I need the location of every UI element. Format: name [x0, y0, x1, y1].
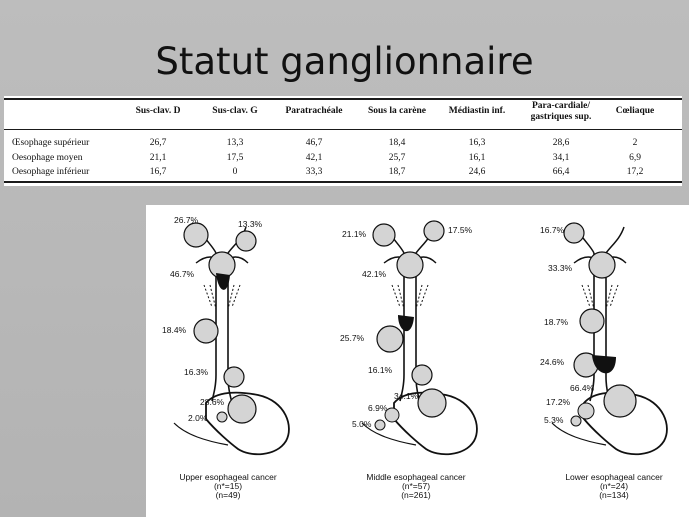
table-cell: 24,6: [468, 167, 486, 177]
node-label: 24.6%: [540, 357, 565, 367]
panel-n-star: (n*=57): [401, 481, 431, 491]
lymph-node-table: [4, 96, 682, 186]
node-label: 25.7%: [340, 333, 365, 343]
panel-caption: Lower esophageal cancer: [565, 472, 663, 482]
node-label: 34.1%: [394, 391, 419, 401]
node-label: 42.1%: [362, 269, 387, 279]
table-cell: 26,7: [149, 138, 167, 148]
panel-n-star: (n*=15): [213, 481, 243, 491]
table-cell: 16,3: [468, 138, 486, 148]
table-cell: 18,7: [388, 167, 406, 177]
node-label: 6.9%: [368, 403, 388, 413]
table-cell: 16,1: [468, 153, 486, 163]
panel-caption: Upper esophageal cancer: [179, 472, 277, 482]
node-label: 33.3%: [548, 263, 573, 273]
esophageal-cancer-nodes-figure: [146, 205, 689, 517]
panel-upper-diagram: [162, 215, 289, 500]
node-label: 16.3%: [184, 367, 209, 377]
panel-middle-diagram: [340, 221, 477, 500]
node-label: 18.7%: [544, 317, 569, 327]
col-header-sus-clav-d: Sus-clav. D: [135, 106, 181, 116]
node-label: 18.4%: [162, 325, 187, 335]
col-header-paratracheale: Paratrachéale: [285, 106, 343, 116]
col-header-para-cardiale: Para-cardiale/ gastriques sup.: [530, 101, 592, 122]
node-label: 2.0%: [188, 413, 208, 423]
panel-n: (n=261): [401, 490, 431, 500]
panel-n: (n=49): [215, 490, 241, 500]
table-cell: 34,1: [552, 153, 570, 163]
table-cell: 17,5: [226, 153, 244, 163]
node-label: 21.1%: [342, 229, 367, 239]
col-header-coeliaque: Cœliaque: [615, 106, 655, 116]
node-label: 5.0%: [352, 419, 372, 429]
table-top-rule: [4, 98, 682, 100]
node-label: 46.7%: [170, 269, 195, 279]
panel-lower-diagram: [540, 223, 667, 500]
table-cell: 18,4: [388, 138, 406, 148]
table-cell: 17,2: [626, 167, 644, 177]
table-cell: 25,7: [388, 153, 406, 163]
table-cell: 66,4: [552, 167, 570, 177]
node-label: 13.3%: [238, 219, 263, 229]
table-bottom-rule: [4, 181, 682, 183]
table-cell: 21,1: [149, 153, 167, 163]
table-cell: 42,1: [305, 153, 323, 163]
node-label: 5.3%: [544, 415, 564, 425]
table-header-rule: [4, 129, 682, 130]
table-cell: 2: [632, 138, 638, 148]
row-label-inferieur: Oesophage inférieur: [12, 167, 90, 177]
node-label: 16.7%: [540, 225, 565, 235]
col-header-mediastin-inf: Médiastin inf.: [448, 106, 506, 116]
table-cell: 28,6: [552, 138, 570, 148]
col-header-sous-la-carene: Sous la carène: [367, 106, 427, 116]
node-label: 28.6%: [200, 397, 225, 407]
node-label: 26.7%: [174, 215, 199, 225]
table-cell: 16,7: [149, 167, 167, 177]
row-label-superieur: Œsophage supérieur: [12, 138, 90, 148]
table-cell: 46,7: [305, 138, 323, 148]
col-header-sus-clav-g: Sus-clav. G: [212, 106, 258, 116]
node-label: 16.1%: [368, 365, 393, 375]
table-cell: 6,9: [629, 153, 641, 163]
panel-n-star: (n*=24): [599, 481, 629, 491]
panel-n: (n=134): [599, 490, 629, 500]
slide-title: Statut ganglionnaire: [155, 40, 534, 83]
table-cell: 33,3: [305, 167, 323, 177]
node-label: 17.5%: [448, 225, 473, 235]
panel-caption: Middle esophageal cancer: [366, 472, 466, 482]
table-cell: 0: [232, 167, 238, 177]
node-label: 66.4%: [570, 383, 595, 393]
table-cell: 13,3: [226, 138, 244, 148]
row-label-moyen: Oesophage moyen: [12, 153, 83, 163]
node-label: 17.2%: [546, 397, 571, 407]
